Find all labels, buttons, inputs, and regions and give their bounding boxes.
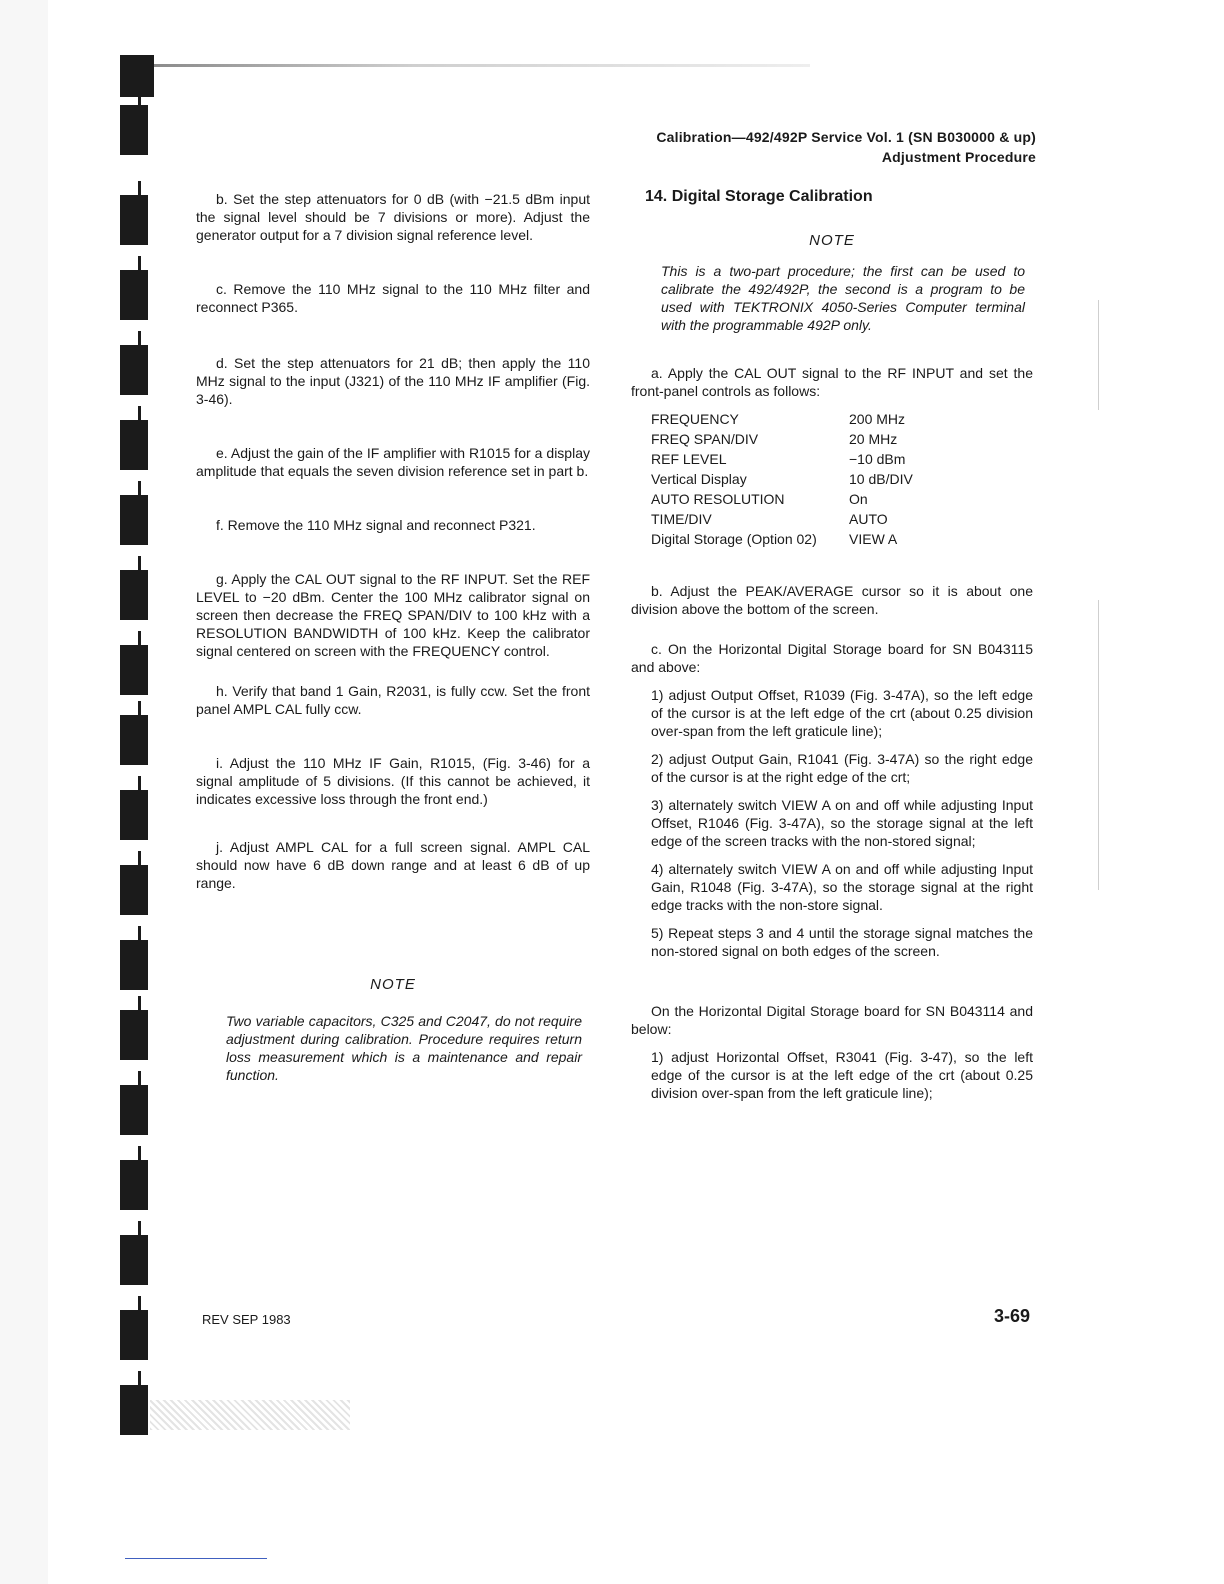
binder-tab — [120, 1085, 148, 1135]
note-title: NOTE — [370, 976, 416, 993]
setting-name: Vertical Display — [651, 471, 747, 487]
binder-tab — [120, 195, 148, 245]
setting-name: TIME/DIV — [651, 511, 712, 527]
step-text: Verify that band 1 Gain, R2031, is fully ccw. Set the front panel AMPL CAL fully ccw. — [196, 683, 590, 717]
step-label: d. — [216, 355, 228, 371]
settings-row — [651, 510, 913, 530]
step-d — [196, 354, 590, 408]
page-number: 3-69 — [994, 1306, 1031, 1326]
step-text: Apply the CAL OUT signal to the RF INPUT. Set the REF LEVEL to −20 dBm. Center the 100 MHz calibrator signal on screen then decrease the FREQ SPAN/DIV to 100 kHz with a RESOLUTION BANDWIDTH of 100 kHz. Keep the calibrator signal centered on screen with the FREQUENCY control. — [196, 571, 590, 659]
step-e — [196, 444, 590, 480]
step-text: Remove the 110 MHz signal to the 110 MHz filter and reconnect P365. — [196, 281, 590, 315]
settings-row — [651, 470, 913, 490]
setting-name: REF LEVEL — [651, 451, 727, 467]
note-body: Two variable capacitors, C325 and C2047, do not require adjustment during calibration. Procedure requires return loss measurement which is a maintenance and repair function. — [226, 1013, 582, 1083]
settings-row — [651, 430, 913, 450]
step-label: h. — [216, 683, 228, 699]
step-text: Adjust AMPL CAL for a full screen signal. AMPL CAL should now have 6 dB down range and at least 6 dB of up range. — [196, 839, 590, 891]
step-i — [196, 754, 590, 808]
step-j — [196, 838, 590, 892]
setting-value: 20 MHz — [849, 431, 898, 447]
binder-tab — [120, 105, 148, 155]
step-label: g. — [216, 571, 228, 587]
binder-tab — [120, 1310, 148, 1360]
section-title: 14. Digital Storage Calibration — [645, 188, 873, 205]
binder-tabs — [110, 55, 150, 1435]
step-a — [631, 364, 1033, 400]
header-title: Calibration—492/492P Service Vol. 1 (SN B030000 & up) — [656, 129, 1036, 145]
settings-row — [651, 530, 913, 550]
step-c — [196, 280, 590, 316]
step-text: Apply the CAL OUT signal to the RF INPUT and set the front-panel controls as follows: — [631, 365, 1033, 399]
binder-tab — [120, 1010, 148, 1060]
step-f — [196, 516, 590, 534]
binder-tab — [120, 1235, 148, 1285]
step-b — [196, 190, 590, 244]
step-text: Remove the 110 MHz signal and reconnect P321. — [227, 517, 536, 533]
step-c — [631, 640, 1033, 676]
setting-value: On — [849, 491, 868, 507]
setting-value: 200 MHz — [849, 411, 906, 427]
step-text: Adjust the 110 MHz IF Gain, R1015, (Fig. 3-46) for a signal amplitude of 5 divisions. (If this cannot be achieved, it indicates excessive loss through the front end.) — [196, 755, 591, 807]
setting-name: FREQUENCY — [651, 411, 739, 427]
settings-row — [651, 410, 913, 430]
step-text: Set the step attenuators for 21 dB; then apply the 110 MHz signal to the input (J321) of the 110 MHz IF amplifier (Fig. 3-46). — [196, 355, 590, 407]
step-label: b. — [216, 191, 228, 207]
scan-artifact-top — [150, 64, 810, 67]
left-column — [196, 190, 590, 1084]
revision-date: REV SEP 1983 — [202, 1312, 291, 1327]
step-text: Adjust the gain of the IF amplifier with R1015 for a display amplitude that equals the seven division reference set in part b. — [196, 445, 590, 479]
setting-name: Digital Storage (Option 02) — [651, 531, 817, 547]
binder-tab — [120, 55, 154, 97]
setting-value: 10 dB/DIV — [849, 471, 913, 487]
step-text: On the Horizontal Digital Storage board for SN B043115 and above: — [631, 641, 1033, 675]
setting-value: AUTO — [849, 511, 888, 527]
step-text: Set the step attenuators for 0 dB (with −21.5 dBm input the signal level should be 7 divisions or more). Adjust the generator output for a 7 division signal reference level. — [196, 191, 590, 243]
substep: 1) adjust Output Offset, R1039 (Fig. 3-47A), so the left edge of the cursor is at the left edge of the crt (about 0.25 division over-span from the left graticule line); — [651, 687, 1033, 739]
settings-row — [651, 450, 913, 470]
step-label: c. — [651, 641, 662, 657]
binder-tab — [120, 345, 148, 395]
setting-name: AUTO RESOLUTION — [651, 491, 785, 507]
setting-name: FREQ SPAN/DIV — [651, 431, 759, 447]
step-label: b. — [651, 583, 663, 599]
substep: 5) Repeat steps 3 and 4 until the storage signal matches the non-stored signal on both edges of the screen. — [651, 925, 1033, 959]
binder-tab — [120, 270, 148, 320]
note-body: This is a two-part procedure; the first can be used to calibrate the 492/492P, the second is a program to be used with TEKTRONIX 4050-Series Computer terminal with the programmable 492P only. — [661, 263, 1025, 333]
step-text: Adjust the PEAK/AVERAGE cursor so it is about one division above the bottom of the screen. — [631, 583, 1033, 617]
page-header — [656, 127, 1036, 167]
binder-tab — [120, 645, 148, 695]
substep: 1) adjust Horizontal Offset, R3041 (Fig. 3-47), so the left edge of the cursor is at the left edge of the crt (about 0.25 division over-span from the left graticule line); — [651, 1049, 1033, 1101]
scan-line — [1098, 600, 1099, 890]
step-b — [631, 582, 1033, 618]
settings-table — [651, 410, 913, 550]
binder-tab — [120, 420, 148, 470]
page-margin-shadow — [0, 0, 48, 1584]
binder-tab — [120, 790, 148, 840]
binder-tab — [120, 495, 148, 545]
binder-tab — [120, 1160, 148, 1210]
step-h — [196, 682, 590, 718]
substep: 3) alternately switch VIEW A on and off while adjusting Input Offset, R1046 (Fig. 3-47A), so the storage signal at the left edge of the screen tracks with the non-stored signal; — [651, 797, 1033, 849]
scan-line — [1098, 300, 1099, 410]
setting-value: −10 dBm — [849, 451, 906, 467]
binder-tab — [120, 865, 148, 915]
step-label: c. — [216, 281, 227, 297]
binder-tab — [120, 940, 148, 990]
step-label: e. — [216, 445, 228, 461]
step-g — [196, 570, 590, 660]
step-d: On the Horizontal Digital Storage board for SN B043114 and below: — [631, 1003, 1033, 1037]
binder-tab — [120, 570, 148, 620]
binder-tab — [120, 1385, 148, 1435]
right-column — [631, 188, 1033, 1102]
header-subtitle: Adjustment Procedure — [881, 149, 1036, 165]
setting-value: VIEW A — [849, 531, 898, 547]
binder-tab — [120, 715, 148, 765]
scan-underline — [125, 1558, 267, 1559]
substep: 4) alternately switch VIEW A on and off while adjusting Input Gain, R1048 (Fig. 3-47A), so the storage signal at the right edge tracks with the non-store signal. — [651, 861, 1033, 913]
step-label: f. — [216, 517, 224, 533]
step-label: a. — [651, 365, 663, 381]
settings-row — [651, 490, 913, 510]
note-title: NOTE — [809, 232, 855, 249]
step-label: i. — [216, 755, 223, 771]
step-label: j. — [216, 839, 223, 855]
substep: 2) adjust Output Gain, R1041 (Fig. 3-47A) so the right edge of the cursor is at the right edge of the crt; — [651, 751, 1033, 785]
scan-artifact-bottom — [150, 1400, 350, 1430]
